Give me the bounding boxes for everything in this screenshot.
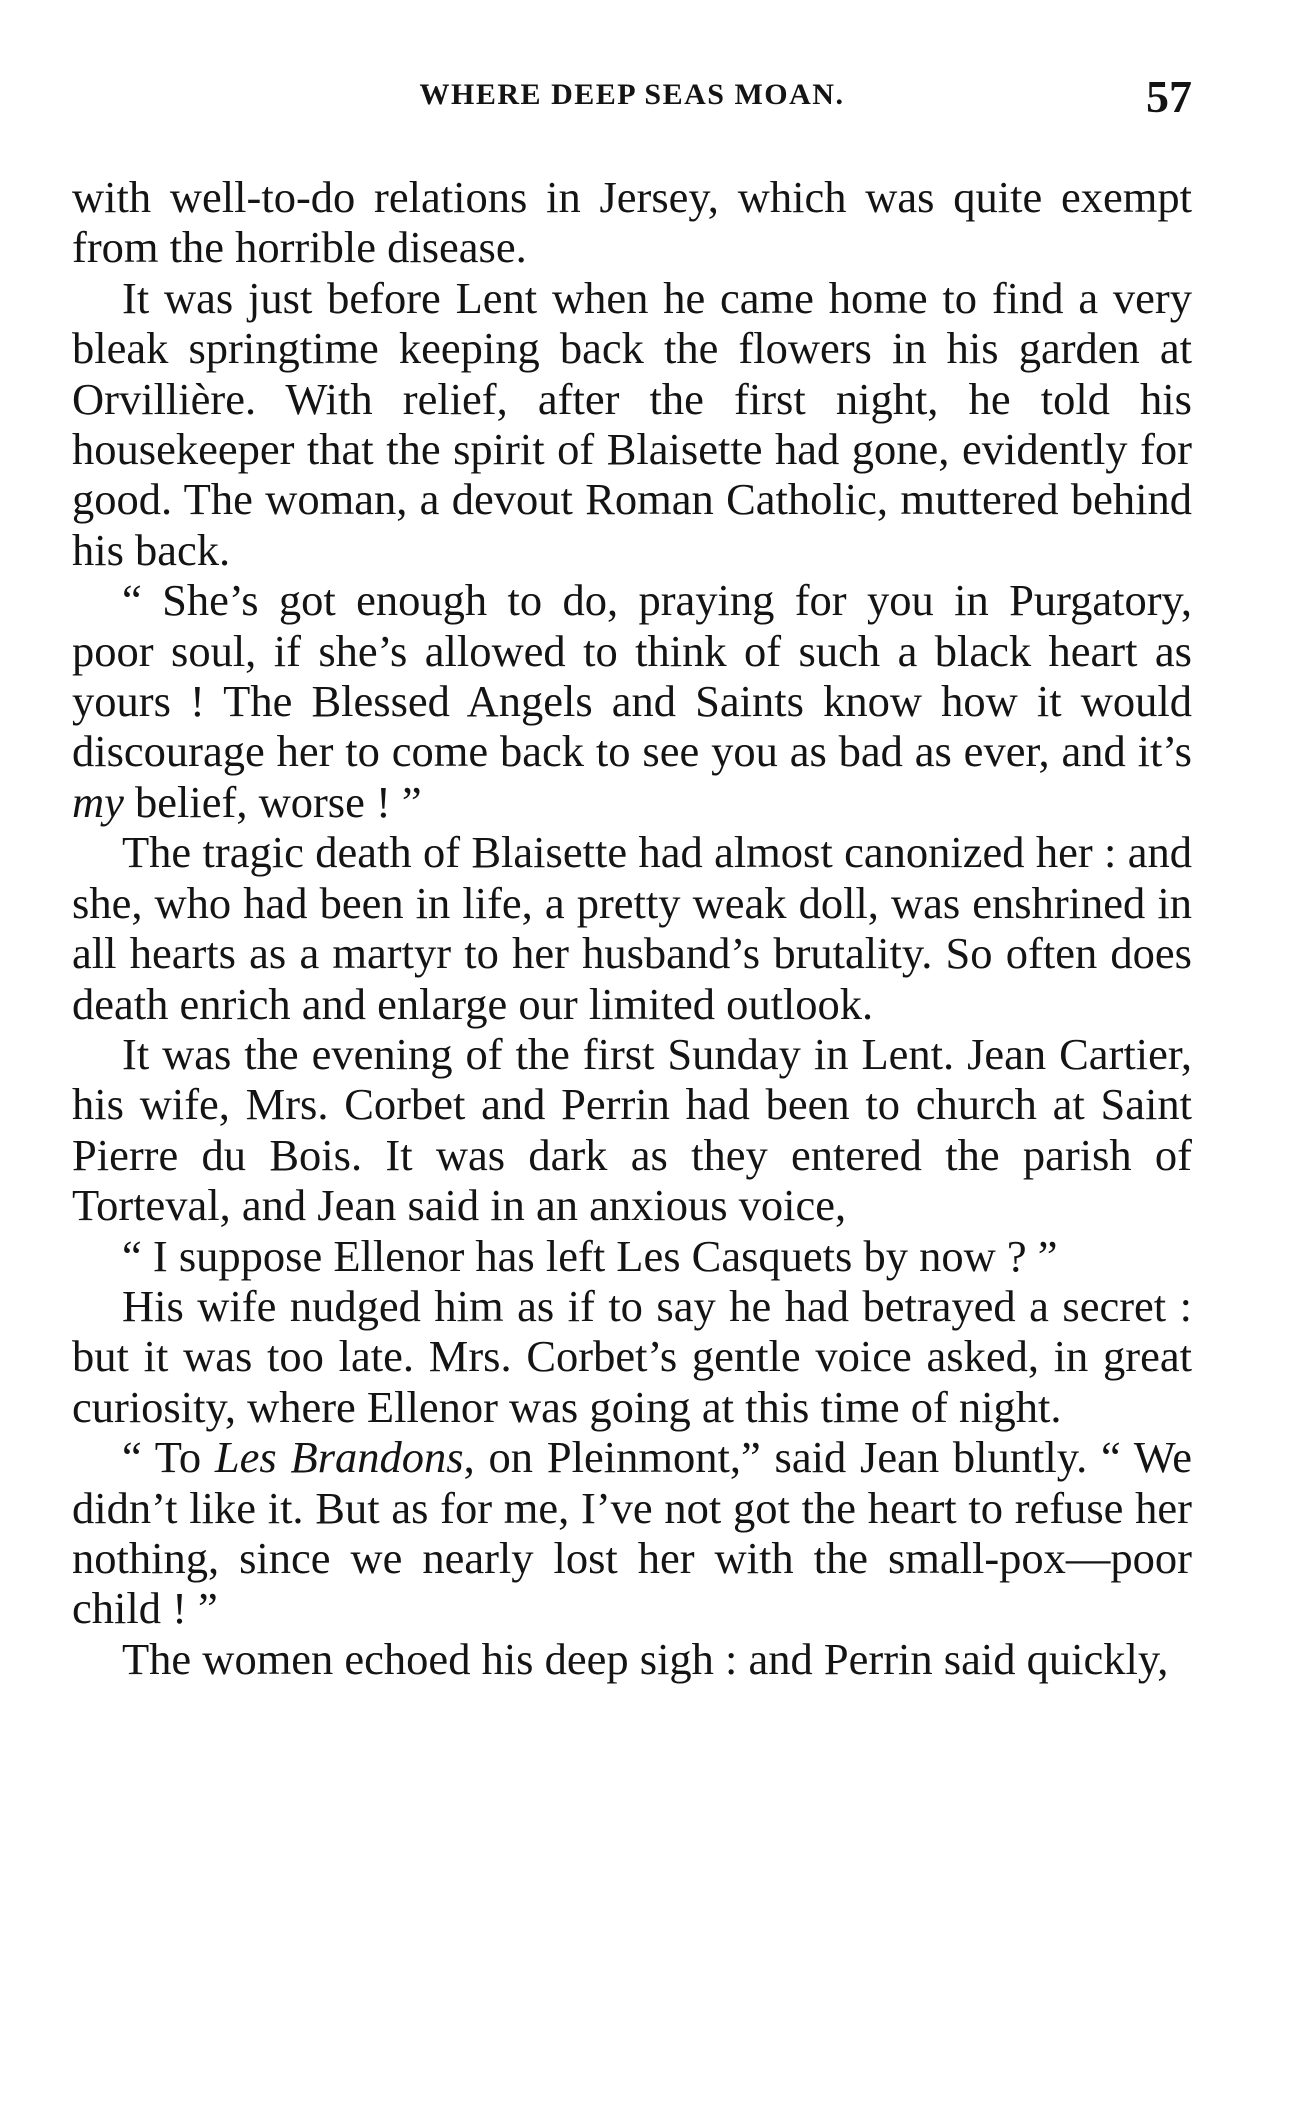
paragraph-2 xyxy=(72,273,1192,575)
paragraph-1 xyxy=(72,172,1192,273)
running-title: WHERE DEEP SEAS MOAN. xyxy=(419,78,845,111)
italic-word: my xyxy=(72,776,124,827)
paragraph-7 xyxy=(72,1281,1192,1432)
paragraph-text: “ To xyxy=(122,1432,215,1483)
paragraph-text: The tragic death of Blaisette had almost canonized her : and she, who had been in life, a pretty weak doll, was enshrined in all hearts as a martyr to her husband’s brutality. So often does death enrich and enlarge our limited outlook. xyxy=(72,827,1192,1029)
paragraph-text: “ She’s got enough to do, praying for you in Purgatory, poor soul, if she’s allowed to think of such a black heart as yours ! The Blessed Angels and Saints know how it would discourage her to come back to see you as bad as ever, and it’s xyxy=(72,575,1192,777)
paragraph-text: with well-to-do relations in Jersey, which was quite exempt from the horrible disease. xyxy=(72,172,1192,273)
paragraph-text: It was the evening of the first Sunday in Lent. Jean Cartier, his wife, Mrs. Corbet and Perrin had been to church at Saint Pierre du Bois. It was dark as they entered the parish of Torteval, and Jean said in an anxious voice, xyxy=(72,1028,1192,1231)
running-head xyxy=(72,70,1192,120)
paragraph-text: It was just before Lent when he came home to find a very bleak springtime keeping back the flowers in his garden at Orvillière. With relief, after the first night, he told his housekeeper that the spirit of Blaisette had gone, evidently for good. The woman, a devout Roman Catholic, muttered behind his back. xyxy=(72,272,1192,575)
paragraph-5 xyxy=(72,1029,1192,1231)
paragraph-text: , on Pleinmont,” said Jean bluntly. “ We didn’t like it. But as for me, I’ve not got the heart to refuse her nothing, since we nearly lost her with the small-pox—poor child ! ” xyxy=(72,1432,1192,1634)
page-number: 57 xyxy=(1146,71,1192,122)
paragraph-9 xyxy=(72,1634,1192,1684)
italic-place-name: Les Brandons xyxy=(214,1432,464,1483)
paragraph-6 xyxy=(72,1231,1192,1281)
paragraph-text: The women echoed his deep sigh : and Perrin said quickly, xyxy=(122,1633,1169,1684)
paragraph-4 xyxy=(72,827,1192,1029)
paragraph-text: “ I suppose Ellenor has left Les Casquets by now ? ” xyxy=(122,1230,1058,1281)
paragraph-text: belief, worse ! ” xyxy=(123,776,422,827)
body-text xyxy=(72,172,1192,1684)
paragraph-text: His wife nudged him as if to say he had betrayed a secret : but it was too late. Mrs. Corbet’s gentle voice asked, in great curiosity, where Ellenor was going at this time of night. xyxy=(72,1280,1192,1432)
paragraph-8 xyxy=(72,1432,1192,1634)
paragraph-3 xyxy=(72,575,1192,827)
